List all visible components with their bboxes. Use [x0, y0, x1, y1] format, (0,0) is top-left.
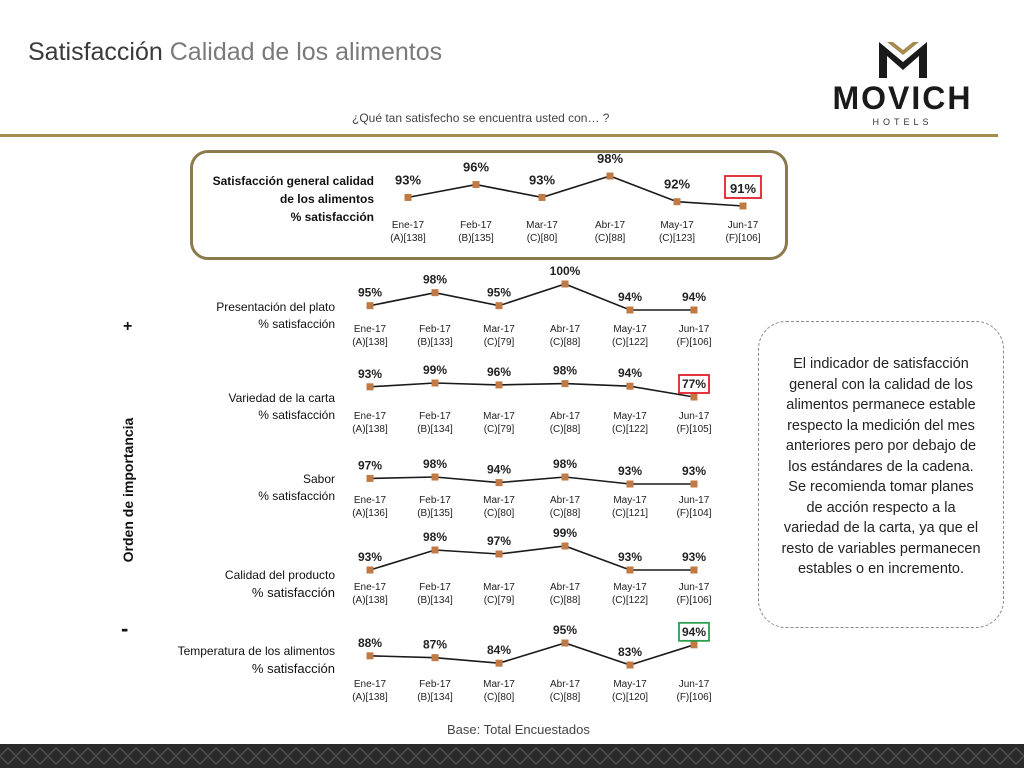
importance-plus: + — [123, 318, 133, 335]
presentacion-x-tick-label: Feb-17 — [419, 324, 451, 335]
general-x-tick-label: May-17 — [660, 220, 694, 231]
sabor-x-tick-label: Ene-17 — [353, 495, 387, 506]
temperatura-x-tick-base: (A)[138] — [352, 692, 388, 703]
sabor-series-line — [370, 477, 694, 484]
sabor-data-label: 98% — [422, 457, 448, 471]
sabor-data-label: 94% — [486, 462, 512, 477]
calidad-x-tick-base: (B)[134] — [417, 595, 453, 606]
row-unit: % satisfacción — [258, 489, 335, 503]
general-point-ene-17 — [405, 194, 412, 201]
title-main: Satisfacción — [28, 38, 163, 66]
temperatura-data-label: 83% — [617, 645, 643, 659]
row-name: Temperatura de los alimentos — [177, 644, 335, 658]
row-unit: % satisfacción — [251, 661, 335, 676]
general-x-tick-label: Mar-17 — [526, 220, 558, 231]
general-x-tick-label: Ene-17 — [391, 220, 425, 231]
general-data-label: 93% — [394, 172, 422, 188]
temperatura-point-abr-17 — [562, 640, 569, 647]
calidad-x-tick-base: (C)[122] — [611, 595, 649, 606]
calidad-x-tick-label: Jun-17 — [678, 582, 710, 593]
variedad-data-label: 96% — [486, 364, 512, 379]
variedad-x-tick-base: (C)[79] — [483, 424, 515, 435]
calidad-data-label: 98% — [422, 530, 448, 544]
variedad-x-tick-label: Ene-17 — [353, 411, 387, 422]
presentacion-point-may-17 — [627, 307, 634, 314]
variedad-x-tick-base: (F)[105] — [676, 424, 712, 435]
general-x-tick-label: Abr-17 — [594, 220, 626, 231]
general-label-line1: Satisfacción general calidad — [212, 174, 374, 188]
presentacion-point-feb-17 — [432, 289, 439, 296]
presentacion-point-ene-17 — [367, 302, 374, 309]
variedad-data-label: 93% — [357, 366, 383, 381]
row-unit: % satisfacción — [258, 408, 335, 422]
temperatura-x-tick-base: (C)[80] — [483, 692, 515, 703]
variedad-series-line — [370, 383, 694, 397]
temperatura-x-tick-label: May-17 — [613, 679, 647, 690]
variedad-point-jun-17 — [691, 394, 698, 401]
calidad-x-tick-label: May-17 — [613, 582, 647, 593]
general-point-mar-17 — [539, 194, 546, 201]
sabor-point-abr-17 — [562, 474, 569, 481]
calidad-x-tick-label: Feb-17 — [419, 582, 451, 593]
calidad-point-mar-17 — [496, 551, 503, 558]
general-point-jun-17 — [740, 203, 747, 210]
calidad-data-label: 97% — [486, 534, 512, 548]
general-data-label: 96% — [462, 159, 490, 175]
sabor-point-ene-17 — [367, 475, 374, 482]
temperatura-data-label: 88% — [357, 635, 383, 650]
temperatura-x-tick-base: (C)[88] — [549, 692, 581, 703]
calidad-data-label: 93% — [681, 550, 707, 564]
temperatura-point-mar-17 — [496, 660, 503, 667]
logo-subtitle: HOTELS — [872, 117, 933, 127]
calidad-x-tick-base: (C)[79] — [483, 595, 515, 606]
temperatura-point-ene-17 — [367, 652, 374, 659]
sabor-point-mar-17 — [496, 479, 503, 486]
variedad-data-label: 98% — [552, 363, 578, 378]
logo-word: MOVICH — [832, 80, 973, 116]
sabor-point-may-17 — [627, 481, 634, 488]
row-name: Presentación del plato — [216, 300, 335, 314]
general-x-tick-base: (F)[106] — [725, 233, 761, 244]
general-x-tick-base: (A)[138] — [390, 233, 426, 244]
calidad-x-tick-base: (C)[88] — [549, 595, 581, 606]
title-sub: Calidad de los alimentos — [169, 38, 443, 66]
general-x-tick-base: (B)[135] — [458, 233, 494, 244]
presentacion-x-tick-base: (B)[133] — [417, 337, 453, 348]
sabor-x-tick-label: Feb-17 — [419, 495, 451, 506]
presentacion-x-tick-base: (C)[88] — [549, 337, 581, 348]
presentacion-x-tick-base: (F)[106] — [676, 337, 712, 348]
base-note: Base: Total Encuestados — [447, 722, 590, 737]
calidad-data-label: 93% — [357, 550, 383, 564]
calidad-x-tick-base: (A)[138] — [352, 595, 388, 606]
temperatura-point-jun-17 — [691, 641, 698, 648]
calidad-x-tick-base: (F)[106] — [676, 595, 712, 606]
sabor-point-feb-17 — [432, 474, 439, 481]
variedad-point-feb-17 — [432, 380, 439, 387]
calidad-point-abr-17 — [562, 543, 569, 550]
variedad-point-may-17 — [627, 383, 634, 390]
sabor-data-label: 98% — [552, 457, 578, 471]
row-unit: % satisfacción — [258, 317, 335, 331]
sabor-x-tick-base: (C)[121] — [611, 508, 649, 519]
sabor-x-tick-base: (C)[80] — [483, 508, 515, 519]
general-x-tick-base: (C)[123] — [658, 233, 696, 244]
temperatura-x-tick-label: Jun-17 — [678, 679, 710, 690]
presentacion-x-tick-base: (A)[138] — [352, 337, 388, 348]
temperatura-series-line — [370, 643, 694, 665]
temperatura-point-may-17 — [627, 662, 634, 669]
general-series-line — [408, 176, 743, 206]
temperatura-x-tick-base: (B)[134] — [417, 692, 453, 703]
variedad-x-tick-base: (C)[88] — [549, 424, 581, 435]
general-x-tick-base: (C)[88] — [594, 233, 626, 244]
row-name: Variedad de la carta — [228, 391, 335, 405]
temperatura-x-tick-label: Abr-17 — [549, 679, 581, 690]
calidad-point-may-17 — [627, 567, 634, 574]
presentacion-x-tick-label: Mar-17 — [483, 324, 515, 335]
variedad-x-tick-base: (C)[122] — [611, 424, 649, 435]
presentacion-point-mar-17 — [496, 302, 503, 309]
calidad-point-feb-17 — [432, 547, 439, 554]
presentacion-x-tick-label: May-17 — [613, 324, 647, 335]
variedad-point-ene-17 — [367, 383, 374, 390]
presentacion-x-tick-label: Abr-17 — [549, 324, 581, 335]
sabor-x-tick-base: (A)[136] — [352, 508, 388, 519]
sabor-x-tick-label: Abr-17 — [549, 495, 581, 506]
temperatura-x-tick-base: (C)[120] — [611, 692, 649, 703]
variedad-x-tick-label: Jun-17 — [678, 411, 710, 422]
general-point-feb-17 — [473, 181, 480, 188]
conclusion-note: El indicador de satisfacción general con la calidad de los alimentos permanece estable respecto la medición del mes anteriores pero por debajo de los estándares de la cadena. Se recomienda tomar planes de acción respecto a la variedad de la carta, ya que el resto de variables permanecen estables o en incremento. — [758, 321, 1004, 628]
presentacion-x-tick-label: Jun-17 — [678, 324, 710, 335]
sabor-x-tick-label: May-17 — [613, 495, 647, 506]
general-x-tick-label: Jun-17 — [727, 220, 759, 231]
calidad-series-line — [370, 546, 694, 570]
presentacion-point-jun-17 — [691, 307, 698, 314]
variedad-point-mar-17 — [496, 381, 503, 388]
calidad-x-tick-label: Ene-17 — [353, 582, 387, 593]
presentacion-x-tick-base: (C)[79] — [483, 337, 515, 348]
general-label-line2: de los alimentos — [279, 192, 374, 206]
importance-axis-label: Orden de importancia — [120, 417, 136, 563]
footer-pattern — [0, 744, 1024, 768]
variedad-data-label: 94% — [617, 366, 643, 381]
sabor-x-tick-base: (F)[104] — [676, 508, 712, 519]
calidad-point-ene-17 — [367, 567, 374, 574]
variedad-x-tick-label: Feb-17 — [419, 411, 451, 422]
variedad-x-tick-label: May-17 — [613, 411, 647, 422]
presentacion-x-tick-label: Ene-17 — [353, 324, 387, 335]
temperatura-x-tick-base: (F)[106] — [676, 692, 712, 703]
presentacion-series-line — [370, 284, 694, 310]
row-name: Sabor — [302, 472, 335, 486]
calidad-data-label: 93% — [617, 550, 643, 564]
calidad-x-tick-label: Mar-17 — [483, 582, 515, 593]
row-unit: % satisfacción — [251, 585, 335, 600]
presentacion-data-label: 94% — [681, 290, 707, 304]
calidad-x-tick-label: Abr-17 — [549, 582, 581, 593]
variedad-x-tick-base: (A)[138] — [352, 424, 388, 435]
sabor-point-jun-17 — [691, 481, 698, 488]
variedad-point-abr-17 — [562, 380, 569, 387]
general-x-tick-base: (C)[80] — [526, 233, 558, 244]
variedad-x-tick-label: Mar-17 — [483, 411, 515, 422]
variedad-x-tick-label: Abr-17 — [549, 411, 581, 422]
presentacion-data-label: 95% — [357, 285, 383, 300]
temperatura-data-label: 84% — [486, 643, 512, 658]
temperatura-data-label: 94% — [681, 624, 707, 639]
presentacion-data-label: 94% — [617, 290, 643, 304]
presentacion-x-tick-base: (C)[122] — [611, 337, 649, 348]
general-point-abr-17 — [607, 173, 614, 180]
temperatura-data-label: 87% — [422, 637, 448, 652]
general-data-label: 98% — [596, 151, 624, 166]
variedad-data-label: 99% — [422, 363, 448, 377]
temperatura-x-tick-label: Ene-17 — [353, 679, 387, 690]
presentacion-data-label: 95% — [486, 285, 512, 300]
presentacion-data-label: 98% — [422, 272, 448, 287]
sabor-x-tick-label: Jun-17 — [678, 495, 710, 506]
temperatura-x-tick-label: Feb-17 — [419, 679, 451, 690]
variedad-x-tick-base: (B)[134] — [417, 424, 453, 435]
temperatura-point-feb-17 — [432, 654, 439, 661]
sabor-data-label: 97% — [357, 458, 383, 473]
row-name: Calidad del producto — [224, 568, 335, 582]
sabor-data-label: 93% — [681, 464, 707, 478]
temperatura-data-label: 95% — [552, 623, 578, 637]
sabor-data-label: 93% — [617, 464, 643, 478]
general-label-line3: % satisfacción — [290, 210, 374, 224]
variedad-data-label: 77% — [681, 377, 707, 391]
general-point-may-17 — [674, 198, 681, 205]
importance-minus: - — [121, 616, 129, 641]
presentacion-data-label: 100% — [549, 264, 581, 278]
sabor-x-tick-label: Mar-17 — [483, 495, 515, 506]
general-x-tick-label: Feb-17 — [460, 220, 492, 231]
sabor-x-tick-base: (B)[135] — [417, 508, 453, 519]
sabor-x-tick-base: (C)[88] — [549, 508, 581, 519]
presentacion-point-abr-17 — [562, 281, 569, 288]
calidad-point-jun-17 — [691, 567, 698, 574]
calidad-data-label: 99% — [552, 526, 578, 540]
temperatura-x-tick-label: Mar-17 — [483, 679, 515, 690]
survey-question: ¿Qué tan satisfecho se encuentra usted con… ? — [352, 111, 610, 125]
general-data-label: 92% — [663, 176, 691, 192]
general-data-label: 91% — [729, 181, 757, 196]
general-data-label: 93% — [528, 172, 556, 188]
